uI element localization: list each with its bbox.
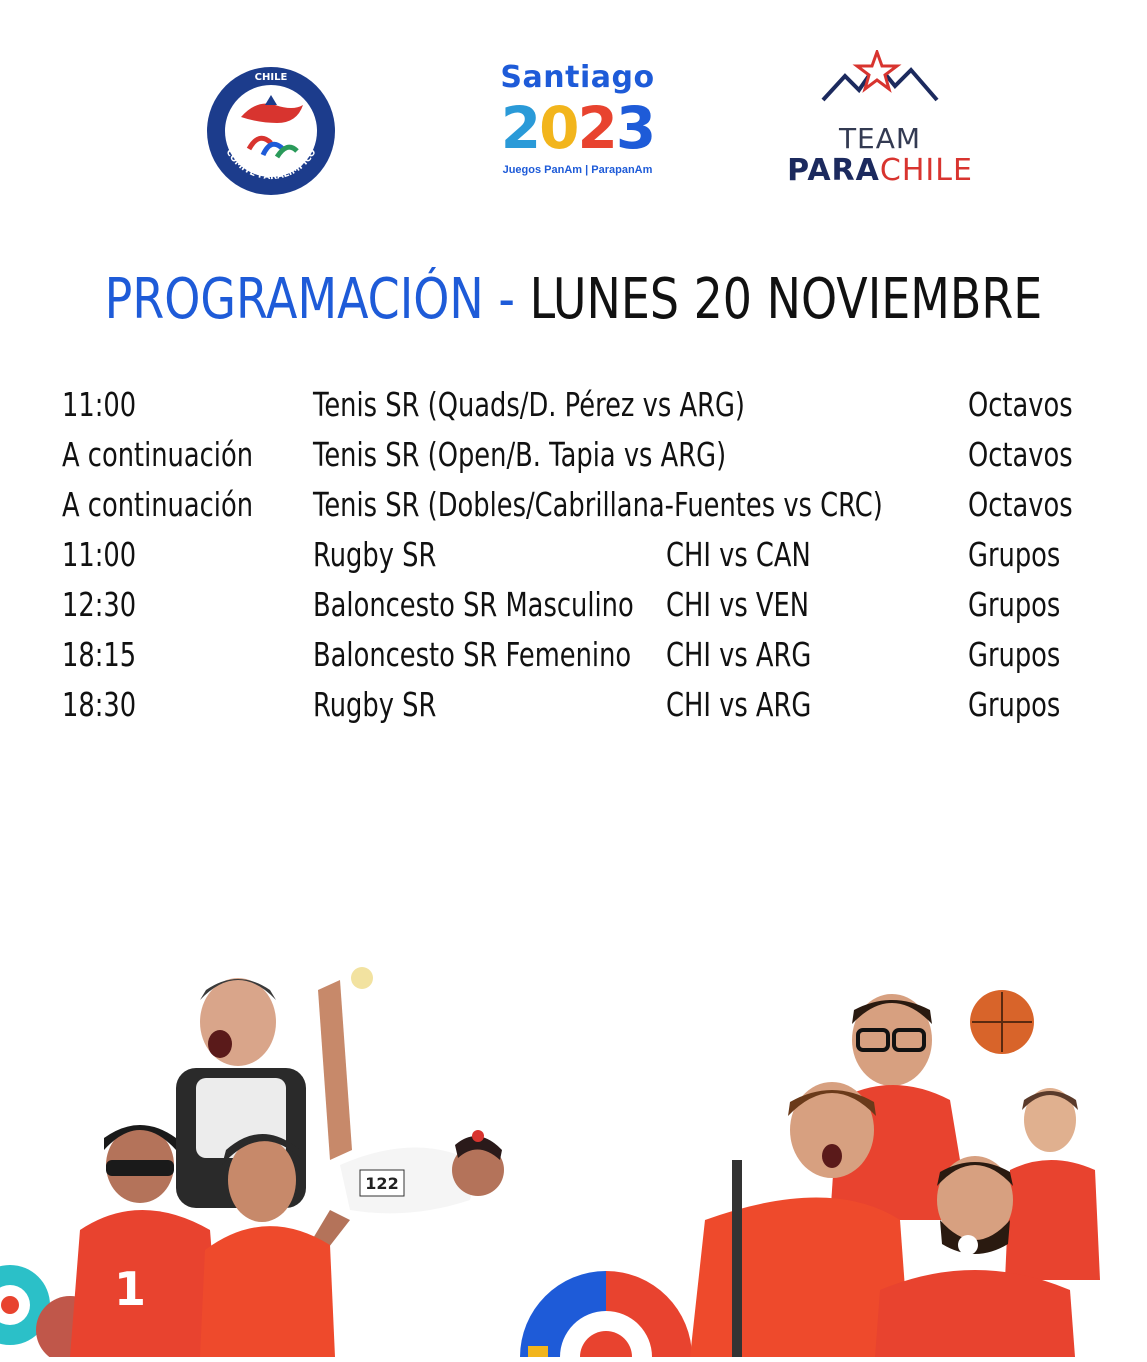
schedule-event: Tenis SR (Open/B. Tapia vs ARG) [313,435,727,474]
schedule-row [0,530,1147,580]
schedule-match: CHI vs CAN [666,535,811,574]
schedule-time: 18:30 [62,685,137,724]
schedule-event: Baloncesto SR Masculino [313,585,634,624]
schedule-event: Rugby SR [313,685,437,724]
schedule-row [0,630,1147,680]
schedule-time: 12:30 [62,585,137,624]
tennis-ball-icon [351,967,373,989]
schedule-time: 11:00 [62,535,137,574]
schedule-match: CHI vs VEN [666,585,810,624]
schedule-phase: Grupos [968,585,1061,624]
schedule-phase: Grupos [968,635,1061,674]
title-date: LUNES 20 NOVIEMBRE [529,267,1043,332]
team-word: TEAM [838,122,922,155]
schedule-event: Baloncesto SR Femenino [313,635,632,674]
schedule-phase: Grupos [968,535,1061,574]
left-athletes-group [70,967,504,1357]
schedule-event: Tenis SR (Dobles/Cabrillana-Fuentes vs CRC) [313,485,883,524]
goalball-jersey-number: 1 [113,1262,147,1316]
schedule-match: CHI vs ARG [666,685,812,724]
mountain-star-icon [815,50,945,110]
schedule-time: A continuación [62,435,254,474]
shotput-arm [318,980,352,1160]
schedule-match: CHI vs ARG [666,635,812,674]
athletes-illustration [0,960,1147,1357]
parachile-word: PARACHILE [787,153,973,188]
schedule-event: Rugby SR [313,535,437,574]
schedule-row [0,680,1147,730]
schedule-phase: Octavos [968,435,1073,474]
schedule-time: 18:15 [62,635,137,674]
runner-bib-number: 122 [365,1174,399,1193]
team-parachile-logo [785,50,975,200]
santiago-subtitle: Juegos PanAm | ParapanAm [502,164,653,176]
schedule-time: 11:00 [62,385,137,424]
header-logos [0,50,1147,210]
schedule-time: A continuación [62,485,254,524]
comite-paralimpico-logo [205,65,337,197]
santiago-word: Santiago [500,60,655,95]
wheelchair-basketball-athlete [1005,1088,1100,1280]
schedule-row [0,580,1147,630]
cpc-top-text: CHILE [254,72,288,83]
schedule-row [0,430,1147,480]
schedule-phase: Grupos [968,685,1061,724]
page-title [103,262,1044,338]
santiago-ring-decoration [520,1271,692,1357]
santiago-year: 2023 [500,94,655,162]
schedule-event: Tenis SR (Quads/D. Pérez vs ARG) [313,385,745,424]
santiago-2023-logo [495,60,660,200]
schedule-phase: Octavos [968,485,1073,524]
schedule-phase: Octavos [968,385,1073,424]
right-athletes-group [690,990,1100,1357]
cpc-bottom-text: COMITÉ PARALÍMPICO [223,147,319,183]
title-prefix: PROGRAMACIÓN - [104,267,515,332]
schedule-row [0,380,1147,430]
schedule-row [0,480,1147,530]
